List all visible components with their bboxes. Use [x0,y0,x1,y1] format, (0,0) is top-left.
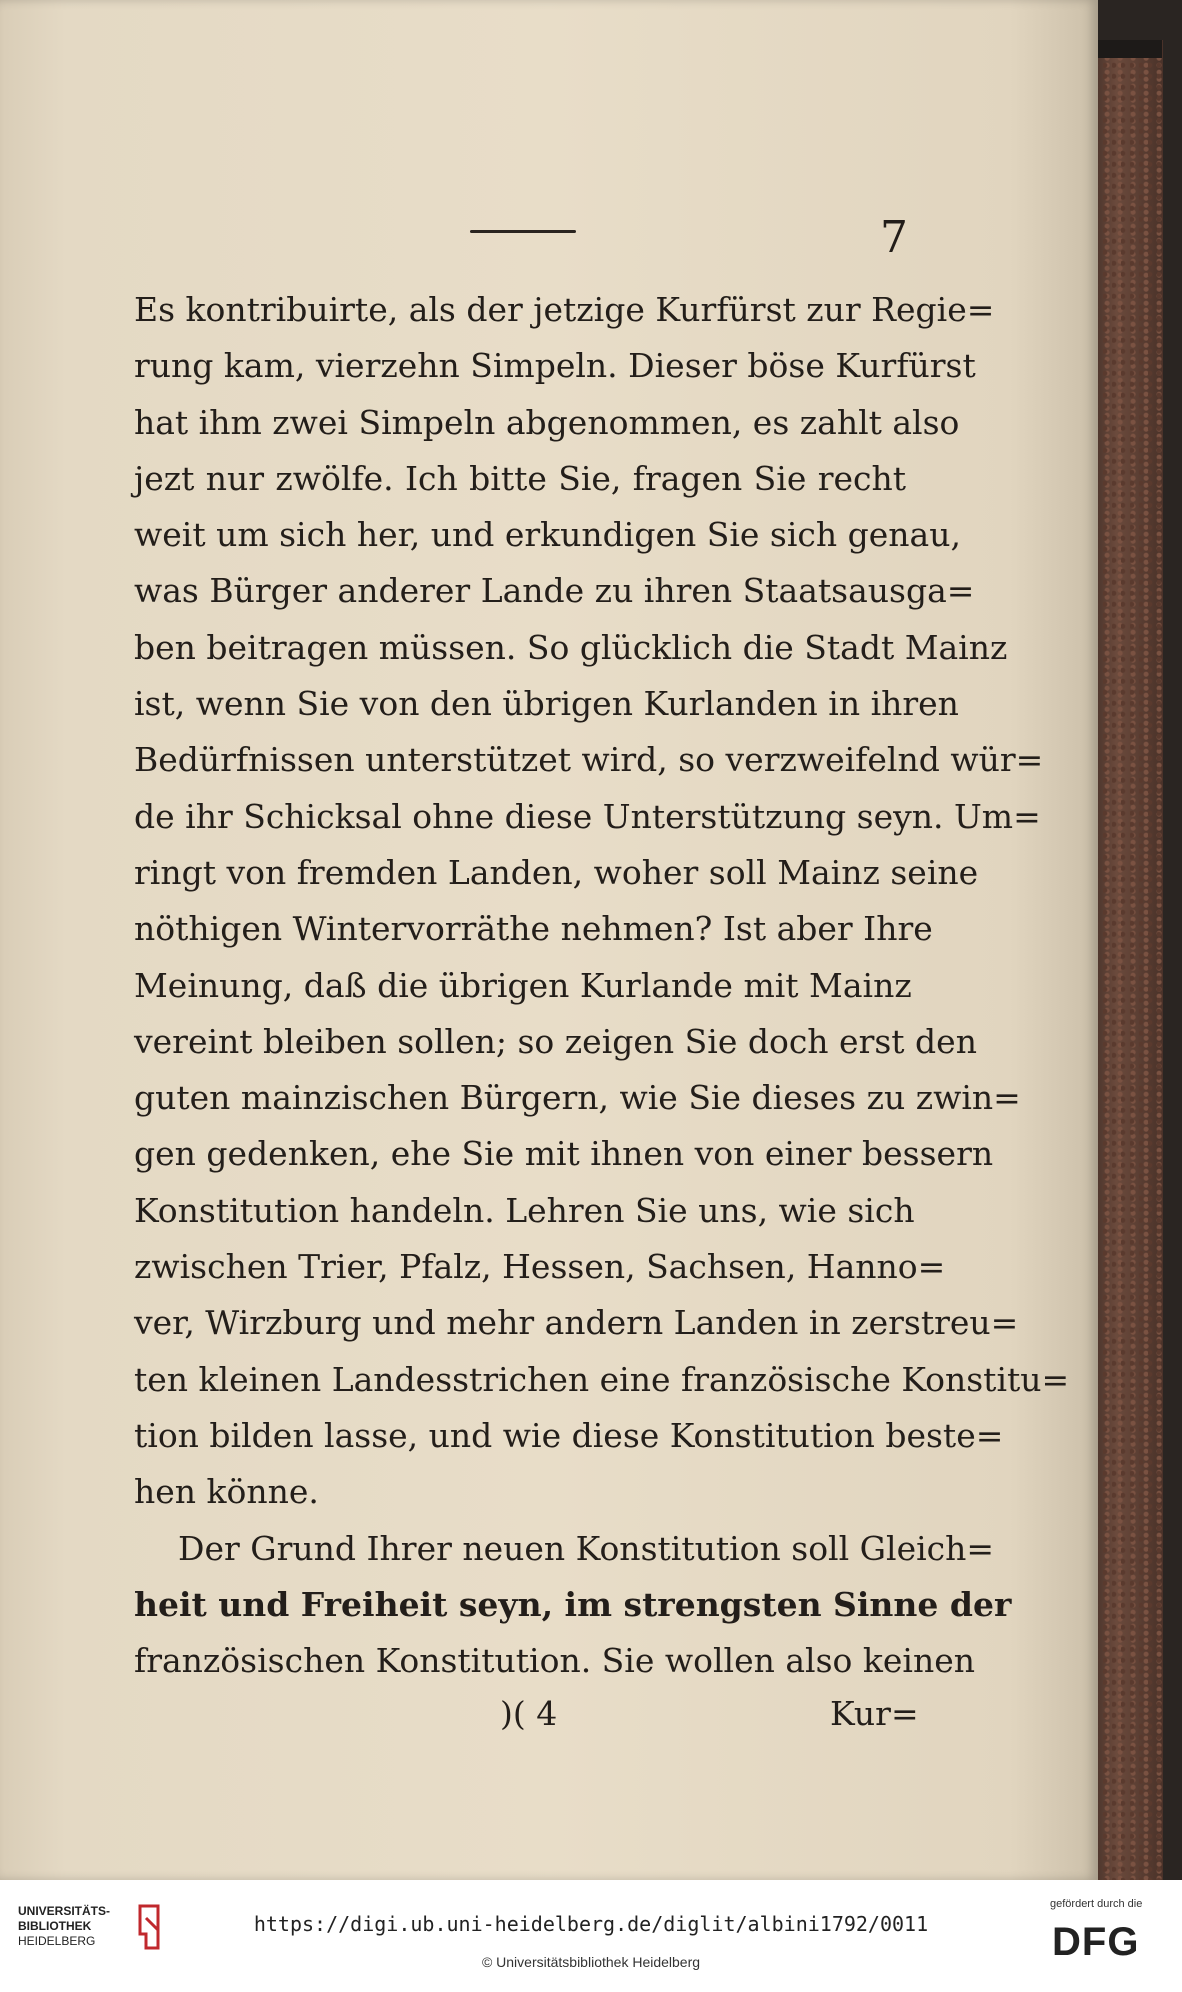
text-line: französischen Konstitution. Sie wollen also keinen [134,1641,975,1681]
text-line: jezt nur zwölfe. Ich bitte Sie, fragen Sie recht [134,458,906,498]
text-line: gen gedenken, ehe Sie mit ihnen von einer bessern [134,1134,994,1174]
text-line: ben beitragen müssen. So glücklich die Stadt Mainz [134,627,1008,667]
text-line: Konstitution handeln. Lehren Sie uns, wie sich [134,1190,915,1230]
dfg-logo: DFG [1052,1920,1140,1964]
text-line: Meinung, daß die übrigen Kurlande mit Mainz [134,965,912,1005]
text-line: was Bürger anderer Lande zu ihren Staatsausga= [134,571,975,611]
viewer-footer [0,1880,1182,1992]
text-line: Der Grund Ihrer neuen Konstitution soll Gleich= [178,1528,995,1568]
permalink-url[interactable]: https://digi.ub.uni-heidelberg.de/diglit/albini1792/0011 [253,1912,929,1936]
text-line: ten kleinen Landesstrichen eine französische Konstitu= [134,1359,1070,1399]
library-logo-line: HEIDELBERG [18,1934,96,1948]
text-line: weit um sich her, und erkundigen Sie sich genau, [134,515,961,555]
text-line: vereint bleiben sollen; so zeigen Sie doch erst den [134,1021,977,1061]
catchword: Kur= [830,1694,919,1733]
text-line: tion bilden lasse, und wie diese Konstitution beste= [134,1415,1004,1455]
funding-note: gefördert durch die [1050,1898,1143,1910]
text-line: hen könne. [134,1472,319,1512]
signature-mark: )( 4 [500,1694,558,1733]
text-line: ver, Wirzburg und mehr andern Landen in zerstreu= [134,1303,1019,1343]
page-number: 7 [880,212,908,263]
page-footer [0,1694,1098,1754]
library-logo-line: UNIVERSITÄTS- [18,1904,111,1918]
text-line: heit und Freiheit seyn, im strengsten Sinne der [134,1584,1012,1624]
text-line: rung kam, vierzehn Simpeln. Dieser böse Kurfürst [134,346,976,386]
body-text [134,282,1070,1689]
text-line: guten mainzischen Bürgern, wie Sie dieses zu zwin= [134,1078,1021,1118]
text-line: Bedürfnissen unterstützet wird, so verzweifelnd wür= [134,740,1044,780]
text-line: nöthigen Wintervorräthe nehmen? Ist aber Ihre [134,909,933,949]
text-line: ist, wenn Sie von den übrigen Kurlanden in ihren [134,684,959,724]
copyright-notice: © Universitätsbibliothek Heidelberg [481,1954,701,1970]
text-line: ringt von fremden Landen, woher soll Mainz seine [134,852,979,892]
text-line: Es kontribuirte, als der jetzige Kurfürst zur Regie= [134,290,995,329]
library-logo-line: BIBLIOTHEK [18,1919,92,1933]
text-line: hat ihm zwei Simpeln abgenommen, es zahlt also [134,402,960,442]
header-rule [470,230,576,233]
text-line: de ihr Schicksal ohne diese Unterstützung seyn. Um= [134,796,1041,836]
text-line: zwischen Trier, Pfalz, Hessen, Sachsen, Hanno= [134,1247,946,1287]
